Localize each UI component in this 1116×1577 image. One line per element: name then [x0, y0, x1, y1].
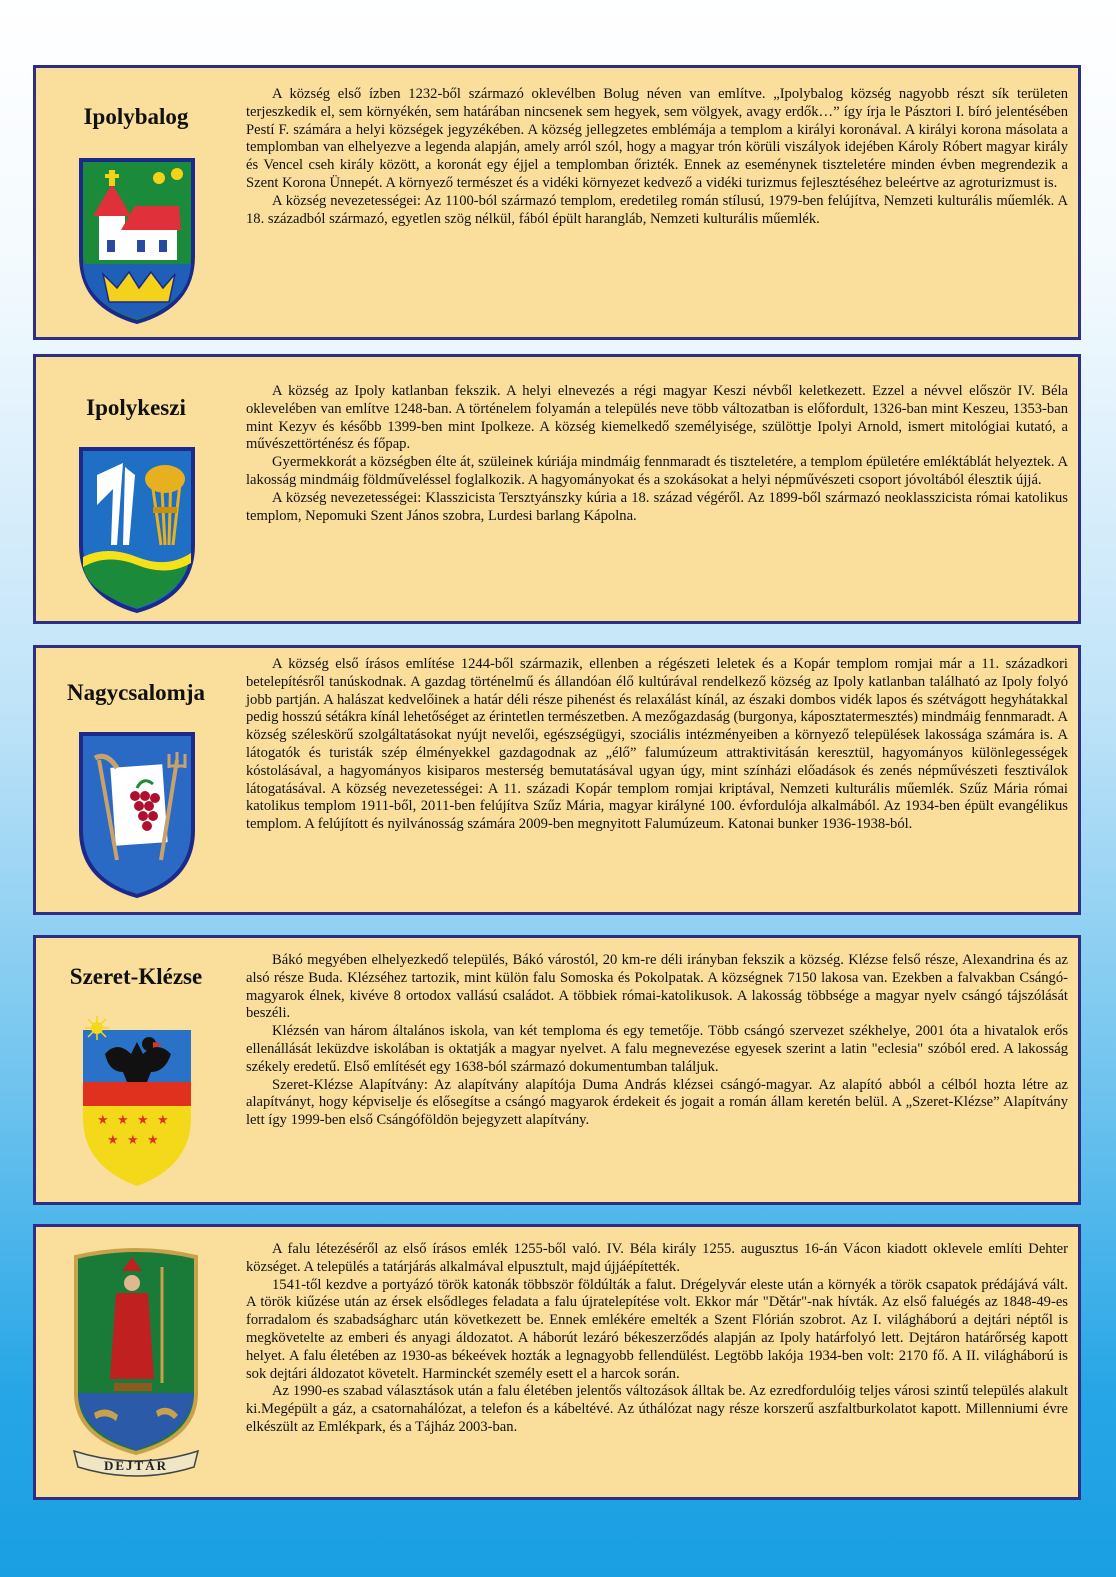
village-name: Ipolykeszi	[86, 395, 186, 420]
description-paragraph: Az 1990-es szabad választások után a falu életében jelentős változások álltak be. Az ezredfordulóig teljes városi szintű település alakult ki.Megépült a gáz, a csatornahálózat, a telefon és a kábeltévé. Az úthálózat nagy része korszerű aszfaltburkolatot kapott. Millenniumi évre elkészült az Emlékpark, és a Tájház 2003-ban.	[246, 1383, 1068, 1435]
svg-text:★: ★	[157, 1113, 169, 1128]
description-paragraph: A község első ízben 1232-ből származó oklevélben Bolug néven van említve. „Ipolybalog község nagyobb részt sík területen terjeszkedik el, sem környékén, sem határában nincsenek sem hegyek, sem völgyek, avagy erdők…” így írja le Pásztori I. bíró jelentésében Pestí F. számára a helyi községek jegyzékében. A község jellegzetes emblémája a templom a királyi koronával. A királyi korona másolata a templomban van elhelyezve a legenda alapján, amely arról szól, hogy a magyar trón körüli viszályok idejében Károly Róbert magyar király és Vencel cseh király között, a koronát egy éjjel a templomban őrizték. Ennek az eseménynek tiszteletére minden évben megrendezik a Szent Korona Ünnepét. A környező természet és a vidéki környezet kedvező a vidéki turizmus fejlesztéséhez beleértve az agroturizmust is.	[246, 86, 1068, 191]
description-paragraph: Gyermekkorát a községben élte át, szüleinek kúriája mindmáig fennmaradt és tiszteletére, a templom épületére emléktáblát helyeztek. A lakosság mindmáig földműveléssel foglalkozik. A hagyományokat és a szokásokat a helyi népművészeti csoport jóvoltából élesztik újjá.	[246, 454, 1068, 488]
svg-text:★: ★	[127, 1133, 139, 1148]
crest-banner-text: DEJTÁR	[103, 1458, 169, 1473]
description-paragraph: A község nevezetességei: Az 1100-ból származó templom, eredetileg román stílusú, 1979-ben felújítva, Nemzeti kulturális műemlék. A 18. századból származó, egyetlen szög nélkül, fából épült harangláb, Nemzeti kulturális műemlék.	[246, 192, 1068, 227]
village-name: Szeret-Klézse	[69, 964, 203, 989]
svg-text:★: ★	[147, 1133, 159, 1148]
svg-text:★: ★	[97, 1113, 109, 1128]
grapes-and-tools-crest-icon	[76, 730, 198, 900]
saint-florian-crest-icon	[66, 1243, 206, 1483]
village-panel-dejtar	[33, 1224, 1081, 1500]
description-paragraph: A falu létezéséről az első írásos emlék 1255-ből való. IV. Béla király 1255. augusztus 16-án Vácon kiadott oklevele említi Dehter községet. A település a tatárjárás alkalmával elpusztult, majd újjáépítették.	[246, 1241, 1068, 1275]
church-with-crown-crest-icon	[76, 156, 198, 326]
village-panel-ipolykeszi	[33, 354, 1081, 624]
scythe-and-wheat-sheaf-crest-icon	[76, 445, 198, 615]
svg-text:★: ★	[117, 1113, 129, 1128]
description-paragraph: 1541-től kezdve a portyázó török katonák többször földúlták a falut. Drégelyvár eleste után a környék a török csapatok prédájává vált. A török kiűzése után az érsek elsődleges feladata a falu újratelepítése volt. Ekkor már "Dětár"-nak hívták. Az első faluégés az 1848-49-es forradalom és szabadságharc után következett be. Ennek emlékére emelték a Szent Flórián szobrot. Az I. világháború a dejtári néptől is megkövetelte az emberi és anyagi áldozatot. A háborút lezáró békeszerződés alapján az Ipoly határfolyó lett. Dejtáron határőrség kapott helyet. A falu életében az 1930-as békeévek hozták a legnagyobb fellendülést. Legtöbb lakója 1934-ben volt: 2170 fő. A II. világháború is sok dejtári áldozatot követelt. Harminckét személy esett el a harcok során.	[246, 1276, 1068, 1382]
description-paragraph: Bákó megyében elhelyezkedő település, Bákó várostól, 20 km-re déli irányban fekszik a község. Klézse felső része, Alexandrina és az alsó része Buda. Klézséhez tartozik, mint külön falu Somoska és Pokolpatak. A községnek 7150 lakosa van. Ezekben a falvakban Csángó-magyarok élnek, kivéve 8 ortodox vallású családot. A többiek római-katolikusok. A lakosság többsége a magyar nyelv csángó tájszólását beszéli.	[246, 952, 1068, 1022]
description-paragraph: Klézsén van három általános iskola, van két temploma és egy temetője. Több csángó szervezet székhelye, 2001 óta a hivatalok erős ellenállását leküzdve iskolában is oktatják a magyar nyelvet. A falu megnevezése egyesek szerint a latin "eclesia" szóból ered. A lakosság székely eredetű. Első említését egy 1638-ból származó dokumentumban találjuk.	[246, 1023, 1068, 1075]
village-name: Ipolybalog	[83, 104, 189, 129]
village-description	[246, 656, 1068, 834]
village-panel-nagycsalomja	[33, 645, 1081, 915]
description-paragraph: A község nevezetességei: Klasszicista Tersztyánszky kúria a 18. század végéről. Az 1899-ből származó neoklasszicista római katolikus templom, Nepomuki Szent János szobra, Lurdesi barlang Kápolna.	[246, 489, 1068, 524]
description-paragraph: A község első írásos említése 1244-ből származik, ellenben a régészeti leletek és a Kopár templom romjai már a 11. századkori betelepítésről tanúskodnak. A gazdag történelmű és állandóan élő kultúrával rendelkező község az Ipoly katlanban található az Ipoly folyó jobb partján. A halászat kedvelőinek a határ déli része pihenést és relaxálást kínál, az északi dombos vidék lapos és szétvágott hegyhátakkal pedig hosszú sétákra kínál lehetőséget az érintetlen természetben. A mezőgazdaság (burgonya, káposztatermesztés) mindmáig fennmaradt. A község széleskörű szolgáltatásokat nyújt nevelői, egészségügyi, szociális intézményeiben a környező települések lakossága számára is. A látogatók és turisták szép élményekkel gazdagodnak az „élő” falumúzeum attraktivitásán keresztül, hagyományos különlegességek kóstolásával, a hagyományos kisiparos mesterség bemutatásával ugyan úgy, mint színházi előadások és zenés népművészeti fesztiválok látogatásával. A község nevezetességei: A 11. századi Kopár templom romjai kriptával, Nemzeti kulturális műemlék. Szűz Mária római katolikus templom 1911-ből, 2011-ben felújítva Szűz Mária, magyar királyné 100. évfordulója alkalmából. Az 1934-ben épült evangélikus templom. A felújított és nyilvánosság számára 2009-ben megnyitott Falumúzeum. Katonai bunker 1936-1938-ból.	[246, 656, 1068, 833]
village-panel-ipolybalog	[33, 65, 1081, 340]
description-paragraph: A község az Ipoly katlanban fekszik. A helyi elnevezés a régi magyar Keszi névből keletkezett. Ezzel a névvel először IV. Béla oklevelében van említve 1248-ban. A történelem folyamán a település neve több változatban is előfordult, 1326-ban mint Keszeu, 1353-ban mint Kezyv és később 1399-ben mint Ipolkeze. A község kiemelkedő személyisége, szülöttje Ipolyi Arnold, ismert mitológiai kutató, a művészettörténész és főpap.	[246, 383, 1068, 453]
eagle-and-stars-crest-icon	[76, 1014, 198, 1194]
village-description	[246, 86, 1068, 228]
village-panel-szeret-klezse	[33, 935, 1081, 1205]
description-paragraph: Szeret-Klézse Alapítvány: Az alapítvány alapítója Duma András klézsei csángó-magyar. Az alapító abból a célból hozta létre az alapítványt, hogy képviselje és elősegítse a csángó magyarok érdekeit és jogait a román állam keretén belül. A „Szeret-Klézse” Alapítvány lett így 1999-ben első Csángóföldön bejegyzett alapítvány.	[246, 1076, 1068, 1129]
svg-text:★: ★	[107, 1133, 119, 1148]
village-name: Nagycsalomja	[67, 680, 205, 705]
svg-text:★: ★	[137, 1113, 149, 1128]
village-description	[246, 383, 1068, 525]
village-description	[246, 952, 1068, 1130]
village-description	[246, 1241, 1068, 1437]
